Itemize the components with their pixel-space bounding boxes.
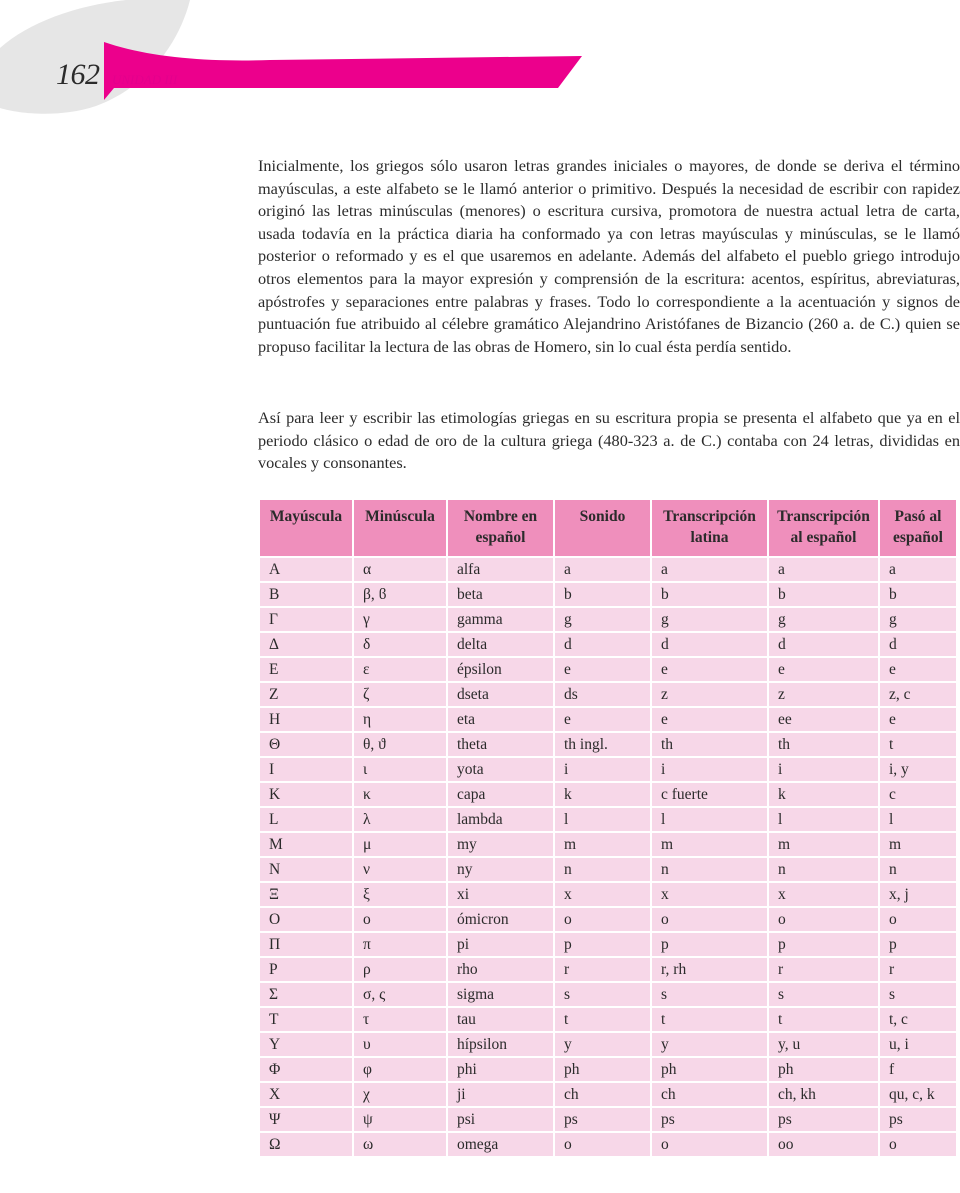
uppercase-cell: Σ bbox=[259, 982, 353, 1007]
lowercase-cell: μ bbox=[353, 832, 447, 857]
spanish-transcription-cell: k bbox=[768, 782, 879, 807]
uppercase-cell: Υ bbox=[259, 1032, 353, 1057]
table-row bbox=[259, 957, 957, 982]
latin-transcription-cell: y bbox=[651, 1032, 768, 1057]
spanish-result-cell: l bbox=[879, 807, 957, 832]
name-cell: dseta bbox=[447, 682, 554, 707]
spanish-result-cell: ps bbox=[879, 1107, 957, 1132]
lowercase-cell: χ bbox=[353, 1082, 447, 1107]
table-row bbox=[259, 682, 957, 707]
spanish-transcription-cell: ee bbox=[768, 707, 879, 732]
lowercase-cell: ι bbox=[353, 757, 447, 782]
lowercase-cell: β, ϐ bbox=[353, 582, 447, 607]
lowercase-cell: υ bbox=[353, 1032, 447, 1057]
spanish-transcription-cell: ps bbox=[768, 1107, 879, 1132]
spanish-transcription-cell: l bbox=[768, 807, 879, 832]
spanish-result-cell: n bbox=[879, 857, 957, 882]
column-header-mayuscula: Mayúscula bbox=[259, 499, 353, 557]
spanish-transcription-cell: e bbox=[768, 657, 879, 682]
spanish-transcription-cell: o bbox=[768, 907, 879, 932]
latin-transcription-cell: a bbox=[651, 557, 768, 582]
lowercase-cell: δ bbox=[353, 632, 447, 657]
table-row bbox=[259, 732, 957, 757]
lowercase-cell: ρ bbox=[353, 957, 447, 982]
uppercase-cell: Ω bbox=[259, 1132, 353, 1157]
uppercase-cell: Τ bbox=[259, 1007, 353, 1032]
uppercase-cell: Ρ bbox=[259, 957, 353, 982]
latin-transcription-cell: o bbox=[651, 907, 768, 932]
lowercase-cell: λ bbox=[353, 807, 447, 832]
name-cell: omega bbox=[447, 1132, 554, 1157]
latin-transcription-cell: d bbox=[651, 632, 768, 657]
name-cell: eta bbox=[447, 707, 554, 732]
name-cell: xi bbox=[447, 882, 554, 907]
uppercase-cell: Κ bbox=[259, 782, 353, 807]
name-cell: psi bbox=[447, 1107, 554, 1132]
table-row bbox=[259, 782, 957, 807]
table-row bbox=[259, 1032, 957, 1057]
spanish-result-cell: z, c bbox=[879, 682, 957, 707]
name-cell: rho bbox=[447, 957, 554, 982]
uppercase-cell: Φ bbox=[259, 1057, 353, 1082]
table-row bbox=[259, 982, 957, 1007]
spanish-result-cell: e bbox=[879, 657, 957, 682]
spanish-transcription-cell: p bbox=[768, 932, 879, 957]
uppercase-cell: Μ bbox=[259, 832, 353, 857]
column-header-sonido: Sonido bbox=[554, 499, 651, 557]
latin-transcription-cell: n bbox=[651, 857, 768, 882]
sound-cell: l bbox=[554, 807, 651, 832]
latin-transcription-cell: g bbox=[651, 607, 768, 632]
spanish-result-cell: qu, c, k bbox=[879, 1082, 957, 1107]
table-row bbox=[259, 657, 957, 682]
spanish-result-cell: u, i bbox=[879, 1032, 957, 1057]
lowercase-cell: α bbox=[353, 557, 447, 582]
lowercase-cell: π bbox=[353, 932, 447, 957]
column-header-nombre: Nombre en español bbox=[447, 499, 554, 557]
unit-label: UNIDAD III bbox=[112, 72, 178, 87]
latin-transcription-cell: s bbox=[651, 982, 768, 1007]
name-cell: ny bbox=[447, 857, 554, 882]
name-cell: lambda bbox=[447, 807, 554, 832]
sound-cell: x bbox=[554, 882, 651, 907]
uppercase-cell: Ο bbox=[259, 907, 353, 932]
lowercase-cell: γ bbox=[353, 607, 447, 632]
spanish-result-cell: e bbox=[879, 707, 957, 732]
page-header bbox=[0, 0, 960, 140]
latin-transcription-cell: m bbox=[651, 832, 768, 857]
uppercase-cell: Θ bbox=[259, 732, 353, 757]
sound-cell: k bbox=[554, 782, 651, 807]
intro-paragraph: Inicialmente, los griegos sólo usaron letras grandes iniciales o mayores, de donde se deriva el término mayúsculas, a este alfabeto se le llamó anterior o primitivo. Después la necesidad de escribir con rapidez originó las letras minúsculas (menores) o escritura cursiva, promotora de nuestra actual letra de carta, usada todavía en la práctica diaria ha conformado ya con letras mayúsculas y minúsculas, se le llamó posterior o reformado y es el que usaremos en adelante. Además del alfabeto el pueblo griego introdujo otros elementos para la mayor expresión y comprensión de la escritura: acentos, espíritus, abreviaturas, apóstrofes y separaciones entre palabras y frases. Todo lo correspondiente a la acentuación y signos de puntuación fue atribuido al célebre gramático Alejandrino Aristófanes de Bizancio (260 a. de C.) quien se propuso facilitar la lectura de las obras de Homero, sin lo cual ésta perdía sentido. bbox=[258, 156, 960, 356]
uppercase-cell: Α bbox=[259, 557, 353, 582]
uppercase-cell: Χ bbox=[259, 1082, 353, 1107]
table-row bbox=[259, 582, 957, 607]
spanish-result-cell: b bbox=[879, 582, 957, 607]
table-row bbox=[259, 557, 957, 582]
spanish-result-cell: x, j bbox=[879, 882, 957, 907]
lowercase-cell: ο bbox=[353, 907, 447, 932]
lowercase-cell: θ, ϑ bbox=[353, 732, 447, 757]
spanish-result-cell: m bbox=[879, 832, 957, 857]
table-row bbox=[259, 707, 957, 732]
spanish-transcription-cell: y, u bbox=[768, 1032, 879, 1057]
spanish-transcription-cell: t bbox=[768, 1007, 879, 1032]
sound-cell: th ingl. bbox=[554, 732, 651, 757]
sound-cell: o bbox=[554, 907, 651, 932]
sound-cell: b bbox=[554, 582, 651, 607]
name-cell: my bbox=[447, 832, 554, 857]
sound-cell: i bbox=[554, 757, 651, 782]
uppercase-cell: Γ bbox=[259, 607, 353, 632]
lowercase-cell: σ, ς bbox=[353, 982, 447, 1007]
lowercase-cell: φ bbox=[353, 1057, 447, 1082]
spanish-result-cell: t bbox=[879, 732, 957, 757]
spanish-transcription-cell: z bbox=[768, 682, 879, 707]
spanish-result-cell: f bbox=[879, 1057, 957, 1082]
table-row bbox=[259, 932, 957, 957]
name-cell: gamma bbox=[447, 607, 554, 632]
sound-cell: e bbox=[554, 657, 651, 682]
spanish-transcription-cell: ph bbox=[768, 1057, 879, 1082]
uppercase-cell: Ξ bbox=[259, 882, 353, 907]
name-cell: hípsilon bbox=[447, 1032, 554, 1057]
header-pink-banner bbox=[104, 42, 582, 100]
spanish-transcription-cell: ch, kh bbox=[768, 1082, 879, 1107]
sound-cell: n bbox=[554, 857, 651, 882]
latin-transcription-cell: th bbox=[651, 732, 768, 757]
lowercase-cell: ψ bbox=[353, 1107, 447, 1132]
spanish-transcription-cell: g bbox=[768, 607, 879, 632]
uppercase-cell: Ν bbox=[259, 857, 353, 882]
spanish-result-cell: s bbox=[879, 982, 957, 1007]
greek-alphabet-table bbox=[258, 498, 958, 1158]
spanish-transcription-cell: th bbox=[768, 732, 879, 757]
column-header-transcripcion-espanol: Transcripción al español bbox=[768, 499, 879, 557]
sound-cell: ps bbox=[554, 1107, 651, 1132]
alphabet-intro-paragraph: Así para leer y escribir las etimologías griegas en su escritura propia se presenta el alfabeto que ya en el periodo clásico o edad de oro de la cultura griega (480-323 a. de C.) contaba con 24 letras, divididas en vocales y consonantes. bbox=[258, 408, 960, 473]
table-row bbox=[259, 907, 957, 932]
name-cell: ji bbox=[447, 1082, 554, 1107]
table-row bbox=[259, 832, 957, 857]
latin-transcription-cell: ch bbox=[651, 1082, 768, 1107]
lowercase-cell: ξ bbox=[353, 882, 447, 907]
table-row bbox=[259, 1132, 957, 1157]
table-row bbox=[259, 757, 957, 782]
lowercase-cell: ν bbox=[353, 857, 447, 882]
table-row bbox=[259, 1082, 957, 1107]
spanish-transcription-cell: b bbox=[768, 582, 879, 607]
uppercase-cell: L bbox=[259, 807, 353, 832]
lowercase-cell: η bbox=[353, 707, 447, 732]
uppercase-cell: Π bbox=[259, 932, 353, 957]
uppercase-cell: Ζ bbox=[259, 682, 353, 707]
spanish-transcription-cell: x bbox=[768, 882, 879, 907]
sound-cell: t bbox=[554, 1007, 651, 1032]
spanish-result-cell: g bbox=[879, 607, 957, 632]
page-number: 162 bbox=[56, 58, 100, 91]
latin-transcription-cell: ph bbox=[651, 1057, 768, 1082]
latin-transcription-cell: i bbox=[651, 757, 768, 782]
sound-cell: ch bbox=[554, 1082, 651, 1107]
name-cell: theta bbox=[447, 732, 554, 757]
sound-cell: y bbox=[554, 1032, 651, 1057]
sound-cell: p bbox=[554, 932, 651, 957]
latin-transcription-cell: r, rh bbox=[651, 957, 768, 982]
spanish-transcription-cell: s bbox=[768, 982, 879, 1007]
spanish-transcription-cell: oo bbox=[768, 1132, 879, 1157]
table-row bbox=[259, 807, 957, 832]
spanish-transcription-cell: m bbox=[768, 832, 879, 857]
sound-cell: m bbox=[554, 832, 651, 857]
table-row bbox=[259, 1007, 957, 1032]
uppercase-cell: Ι bbox=[259, 757, 353, 782]
name-cell: beta bbox=[447, 582, 554, 607]
latin-transcription-cell: c fuerte bbox=[651, 782, 768, 807]
latin-transcription-cell: b bbox=[651, 582, 768, 607]
spanish-transcription-cell: i bbox=[768, 757, 879, 782]
lowercase-cell: ω bbox=[353, 1132, 447, 1157]
table-row bbox=[259, 632, 957, 657]
sound-cell: r bbox=[554, 957, 651, 982]
uppercase-cell: Δ bbox=[259, 632, 353, 657]
sound-cell: a bbox=[554, 557, 651, 582]
spanish-result-cell: o bbox=[879, 1132, 957, 1157]
spanish-result-cell: t, c bbox=[879, 1007, 957, 1032]
name-cell: ómicron bbox=[447, 907, 554, 932]
sound-cell: e bbox=[554, 707, 651, 732]
spanish-transcription-cell: r bbox=[768, 957, 879, 982]
name-cell: épsilon bbox=[447, 657, 554, 682]
table-body bbox=[259, 557, 957, 1157]
latin-transcription-cell: ps bbox=[651, 1107, 768, 1132]
lowercase-cell: ε bbox=[353, 657, 447, 682]
sound-cell: g bbox=[554, 607, 651, 632]
spanish-transcription-cell: a bbox=[768, 557, 879, 582]
uppercase-cell: Ε bbox=[259, 657, 353, 682]
name-cell: phi bbox=[447, 1057, 554, 1082]
uppercase-cell: Η bbox=[259, 707, 353, 732]
name-cell: delta bbox=[447, 632, 554, 657]
sound-cell: s bbox=[554, 982, 651, 1007]
spanish-result-cell: o bbox=[879, 907, 957, 932]
latin-transcription-cell: o bbox=[651, 1132, 768, 1157]
spanish-result-cell: c bbox=[879, 782, 957, 807]
spanish-result-cell: i, y bbox=[879, 757, 957, 782]
name-cell: yota bbox=[447, 757, 554, 782]
lowercase-cell: κ bbox=[353, 782, 447, 807]
sound-cell: o bbox=[554, 1132, 651, 1157]
spanish-result-cell: p bbox=[879, 932, 957, 957]
table-row bbox=[259, 1107, 957, 1132]
name-cell: pi bbox=[447, 932, 554, 957]
table-row bbox=[259, 857, 957, 882]
table-row bbox=[259, 607, 957, 632]
spanish-result-cell: a bbox=[879, 557, 957, 582]
uppercase-cell: Β bbox=[259, 582, 353, 607]
table-row bbox=[259, 882, 957, 907]
lowercase-cell: ζ bbox=[353, 682, 447, 707]
latin-transcription-cell: l bbox=[651, 807, 768, 832]
uppercase-cell: Ψ bbox=[259, 1107, 353, 1132]
column-header-minuscula: Minúscula bbox=[353, 499, 447, 557]
latin-transcription-cell: e bbox=[651, 707, 768, 732]
name-cell: alfa bbox=[447, 557, 554, 582]
latin-transcription-cell: x bbox=[651, 882, 768, 907]
sound-cell: ds bbox=[554, 682, 651, 707]
table-row bbox=[259, 1057, 957, 1082]
spanish-transcription-cell: n bbox=[768, 857, 879, 882]
sound-cell: ph bbox=[554, 1057, 651, 1082]
spanish-transcription-cell: d bbox=[768, 632, 879, 657]
header-decoration bbox=[0, 0, 960, 140]
column-header-paso-al-espanol: Pasó al español bbox=[879, 499, 957, 557]
latin-transcription-cell: z bbox=[651, 682, 768, 707]
lowercase-cell: τ bbox=[353, 1007, 447, 1032]
name-cell: sigma bbox=[447, 982, 554, 1007]
name-cell: capa bbox=[447, 782, 554, 807]
latin-transcription-cell: e bbox=[651, 657, 768, 682]
column-header-transcripcion-latina: Transcripción latina bbox=[651, 499, 768, 557]
name-cell: tau bbox=[447, 1007, 554, 1032]
sound-cell: d bbox=[554, 632, 651, 657]
latin-transcription-cell: t bbox=[651, 1007, 768, 1032]
latin-transcription-cell: p bbox=[651, 932, 768, 957]
spanish-result-cell: r bbox=[879, 957, 957, 982]
spanish-result-cell: d bbox=[879, 632, 957, 657]
table-header-row bbox=[259, 499, 957, 557]
